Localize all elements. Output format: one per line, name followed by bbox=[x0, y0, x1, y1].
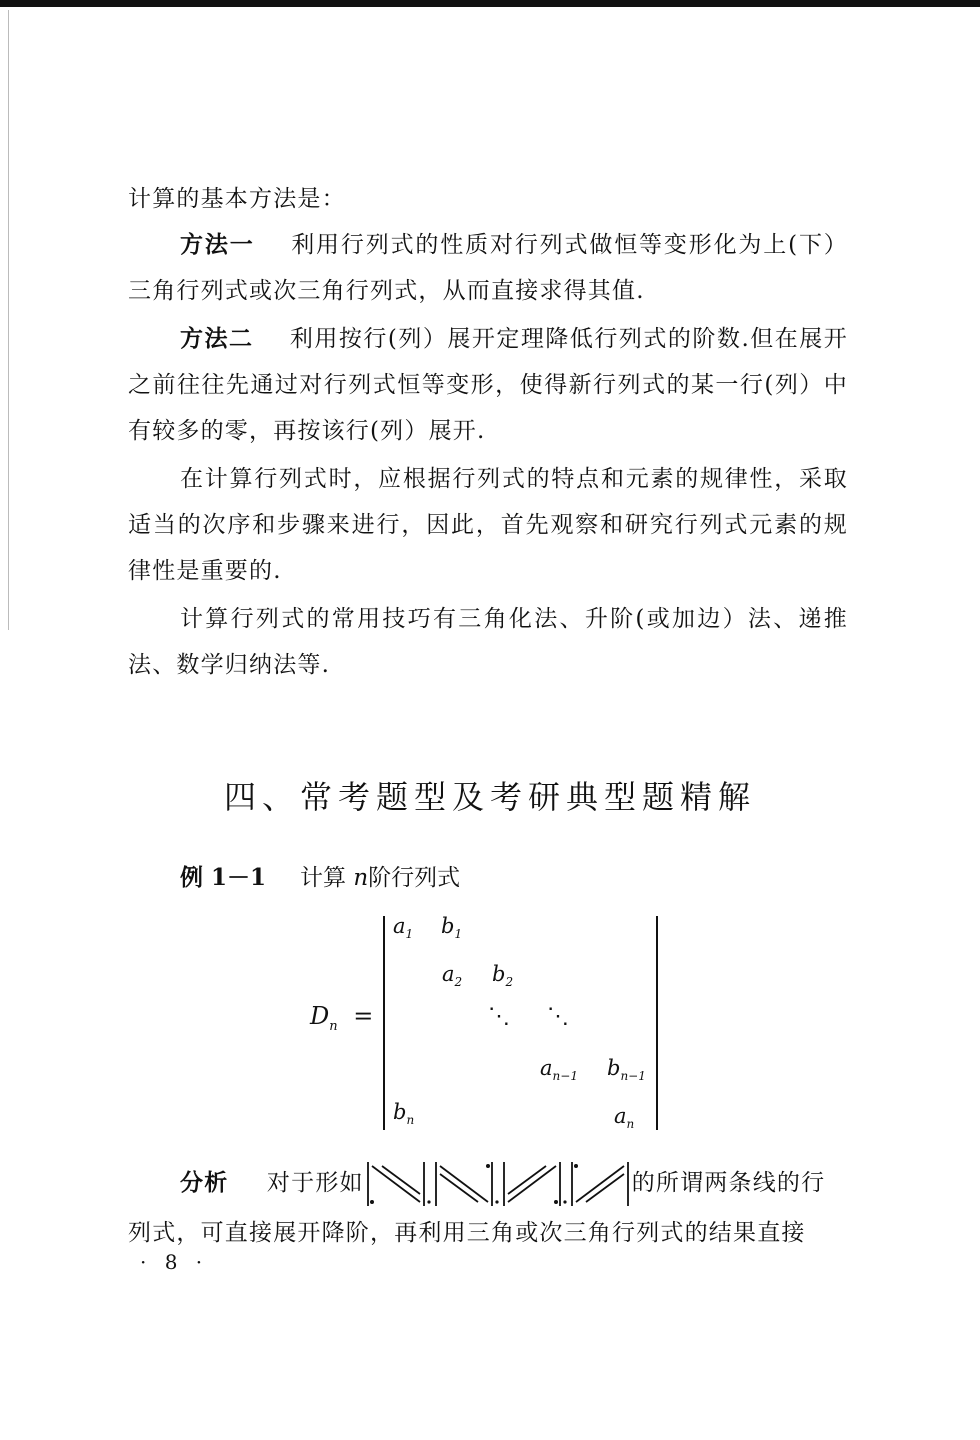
example-text-after: 阶行列式 bbox=[368, 865, 461, 891]
determinant-left-bar bbox=[383, 916, 385, 1130]
example-line bbox=[180, 860, 460, 896]
entry-a-n-minus-1: $a_{n-1}$ bbox=[540, 1056, 578, 1084]
page-edge-line bbox=[8, 10, 9, 630]
entry-b2: $b_2$ bbox=[492, 962, 514, 990]
ddots-a: ⋱ bbox=[488, 1004, 510, 1029]
method-one-label: 方法一 bbox=[180, 231, 255, 258]
analysis-paragraph bbox=[128, 1158, 848, 1256]
entry-bn: $b_n$ bbox=[393, 1100, 415, 1128]
determinant-right-bar bbox=[656, 916, 658, 1130]
paragraph-method-one bbox=[128, 222, 848, 314]
page-number: · 8 · bbox=[140, 1250, 209, 1274]
techniques-text: 计算行列式的常用技巧有三角化法、升阶(或加边）法、递推法、数学归纳法等. bbox=[128, 606, 848, 678]
example-label: 例 1－1 bbox=[180, 864, 267, 891]
observation-text: 在计算行列式时，应根据行列式的特点和元素的规律性，采取适当的次序和步骤来进行，因此，首先观察和研究行列式元素的规律性是重要的. bbox=[128, 466, 848, 584]
example-text-before: 计算 bbox=[300, 865, 347, 891]
analysis-text-before: 对于形如 bbox=[266, 1170, 364, 1196]
method-one-text: 利用行列式的性质对行列式做恒等变形化为上(下）三角行列式或次三角行列式，从而直接求得其值. bbox=[128, 232, 848, 304]
entry-a1: $a_1$ bbox=[393, 914, 414, 942]
entry-b-n-minus-1: $b_{n-1}$ bbox=[607, 1056, 646, 1084]
entry-a2: $a_2$ bbox=[442, 962, 463, 990]
example-variable: n bbox=[353, 865, 369, 891]
entry-b1: $b_1$ bbox=[441, 914, 463, 942]
intro-text: 计算的基本方法是： bbox=[128, 186, 346, 212]
paragraph-method-two bbox=[128, 316, 848, 454]
paragraph-techniques bbox=[128, 596, 848, 688]
determinant-lhs: $D_n$ = bbox=[310, 1002, 374, 1034]
entry-an: $a_n$ bbox=[614, 1104, 635, 1132]
two-line-determinant-shapes bbox=[364, 1158, 632, 1210]
ddots-b: ⋱ bbox=[547, 1004, 569, 1029]
paragraph-observation bbox=[128, 456, 848, 594]
analysis-label: 分析 bbox=[180, 1169, 229, 1196]
method-two-text: 利用按行(列）展开定理降低行列式的阶数.但在展开之前往往先通过对行列式恒等变形，使得新行列式的某一行(列）中有较多的零，再按该行(列）展开. bbox=[128, 326, 848, 444]
section-heading: 四、常考题型及考研典型题精解 bbox=[223, 778, 756, 816]
top-rule bbox=[0, 0, 980, 7]
analysis-text-after: 的所谓两条线的行列式，可直接展开降阶，再利用三角或次三角行列式的结果直接 bbox=[128, 1170, 826, 1246]
paragraph-intro bbox=[128, 176, 848, 222]
method-two-label: 方法二 bbox=[180, 325, 254, 352]
